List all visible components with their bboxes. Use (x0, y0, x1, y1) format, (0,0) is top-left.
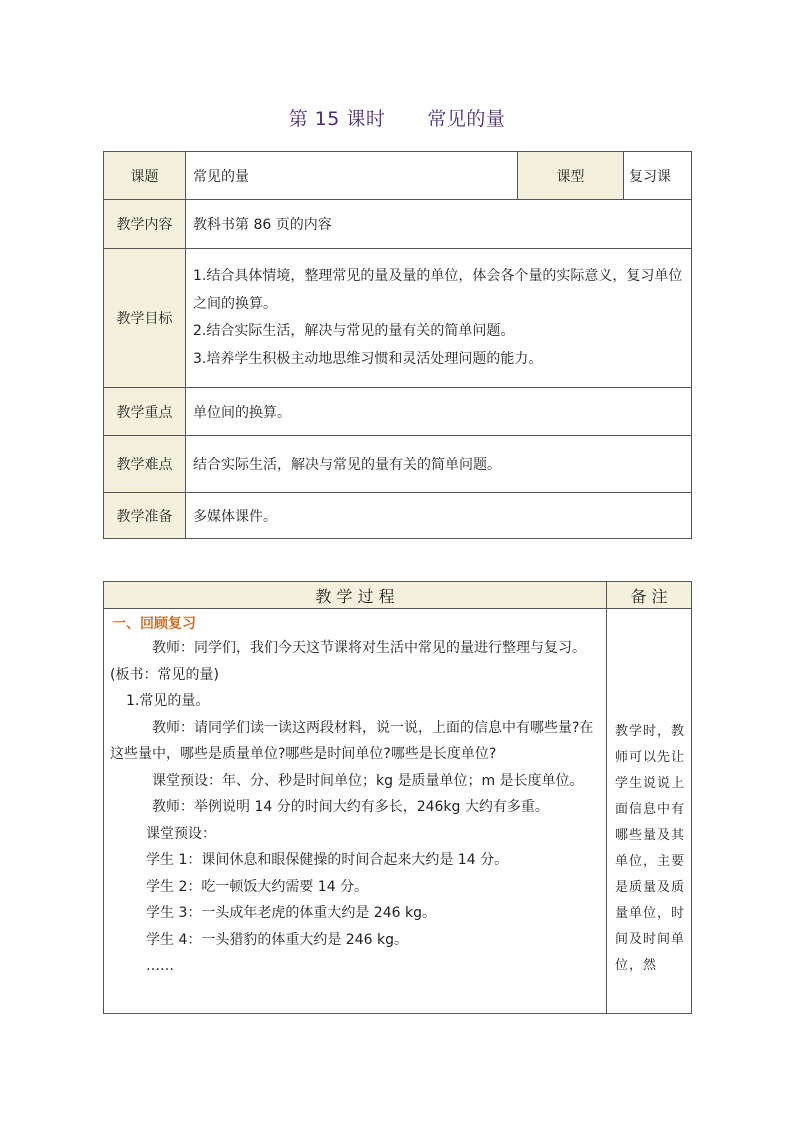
page-title (0, 104, 794, 131)
goal-item: 2.结合实际生活，解决与常见的量有关的简单问题。 (193, 323, 515, 339)
paragraph: 学生 3：一头成年老虎的体重大约是 246 kg。 (146, 905, 436, 921)
note-text: 教学时，教师可以先让学生说说上面信息中有哪些量及其单位，主要是质量及质量单位，时间及时间单位，然 (615, 724, 686, 973)
teaching-process-table (103, 581, 692, 1014)
goals-list (186, 249, 692, 388)
paragraph: 学生 4：一头猎豹的体重大约是 246 kg。 (146, 931, 408, 948)
process-content (104, 609, 607, 1014)
paragraph: 学生 1：课间休息和眼保健操的时间合起来大约是 14 分。 (146, 852, 509, 868)
lesson-info-table (103, 151, 692, 539)
ellipsis: …… (146, 958, 174, 974)
lesson-topic: 常见的量 (427, 108, 506, 130)
key-label: 教学重点 (104, 388, 186, 436)
difficulty-label: 教学难点 (104, 436, 186, 493)
topic-label: 课题 (104, 152, 186, 200)
goals-label: 教学目标 (104, 249, 186, 388)
paragraph: 课堂预设： (146, 825, 216, 842)
notes-header: 备 注 (607, 582, 692, 609)
subheading: 1.常见的量。 (126, 693, 210, 709)
section-title: 一、回顾复习 (112, 616, 196, 632)
type-value: 复习课 (624, 152, 692, 200)
paragraph: 课堂预设：年、分、秒是时间单位；kg 是质量单位；m 是长度单位。 (152, 772, 584, 789)
prep-label: 教学准备 (104, 493, 186, 539)
content-label: 教学内容 (104, 200, 186, 249)
goal-item: 1.结合具体情境，整理常见的量及量的单位，体会各个量的实际意义，复习单位之间的换算。 (193, 268, 683, 312)
type-label: 课型 (518, 152, 624, 200)
paragraph: 学生 2：吃一顿饭大约需要 14 分。 (146, 878, 369, 895)
key-value: 单位间的换算。 (186, 388, 692, 436)
topic-value: 常见的量 (186, 152, 518, 200)
notes-cell (607, 609, 692, 1014)
difficulty-value: 结合实际生活，解决与常见的量有关的简单问题。 (186, 436, 692, 493)
paragraph: 教师：同学们，我们今天这节课将对生活中常见的量进行整理与复习。(板书：常见的量) (110, 640, 586, 683)
goal-item: 3.培养学生积极主动地思维习惯和灵活处理问题的能力。 (193, 350, 543, 367)
prep-value: 多媒体课件。 (186, 493, 692, 539)
process-header: 教 学 过 程 (104, 582, 607, 609)
content-value: 教科书第 86 页的内容 (186, 200, 692, 249)
paragraph: 教师：请同学们读一读这两段材料，说一说，上面的信息中有哪些量?在这些量中，哪些是质量单位?哪些是时间单位?哪些是长度单位? (110, 719, 594, 762)
paragraph: 教师：举例说明 14 分的时间大约有多长，246kg 大约有多重。 (152, 799, 549, 815)
lesson-number: 第 15 课时 (288, 108, 386, 130)
